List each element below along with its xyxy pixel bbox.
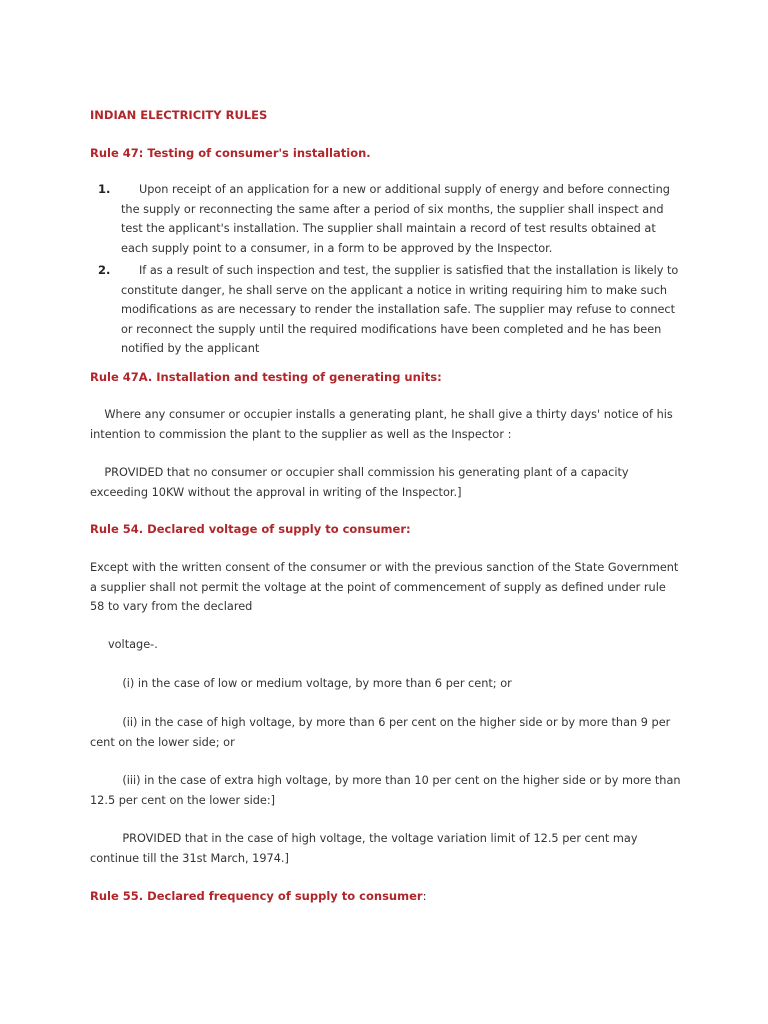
list-item-number: 1. (98, 182, 111, 196)
rule-55-heading-colon: : (422, 889, 427, 903)
rule-54-proviso: PROVIDED that in the case of high voltage, the voltage variation limit of 12.5 per cent may continue till the 31st March, 1974.] (90, 832, 638, 865)
rule-47-heading: Rule 47: Testing of consumer's installation. (90, 146, 371, 160)
rule-54-paragraph: Except with the written consent of the consumer or with the previous sanction of the State Government a supplier shall not permit the voltage at the point of commencement of supply as defined under rule 58 to vary from the declared (90, 561, 679, 614)
rule-54-clause-ii: (ii) in the case of high voltage, by more than 6 per cent on the higher side or by more than 9 per cent on the lower side; or (90, 716, 671, 749)
list-item: If as a result of such inspection and test, the supplier is satisfied that the installation is likely to constitute danger, he shall serve on the applicant a notice in writing requiring him to make such modifications as are necessary to render the installation safe. The supplier may refuse to connect or reconnect the supply until the required modifications have been completed and he has been notified by the applicant (121, 264, 679, 356)
rule-55-heading (90, 889, 426, 903)
rule-55-heading-text: Rule 55. Declared frequency of supply to consumer (90, 889, 423, 903)
rule-54-clause-i: (i) in the case of low or medium voltage, by more than 6 per cent; or (90, 677, 512, 690)
rule-54-voltage-line: voltage-. (90, 638, 158, 651)
rule-54-clause-iii: (iii) in the case of extra high voltage, by more than 10 per cent on the higher side or by more than 12.5 per cent on the lower side:] (90, 774, 681, 807)
list-item: Upon receipt of an application for a new or additional supply of energy and before connecting the supply or reconnecting the same after a period of six months, the supplier shall inspect and test the applicant's installation. The supplier shall maintain a record of test results obtained at each supply point to a consumer, in a form to be approved by the Inspector. (121, 183, 670, 255)
document-title: INDIAN ELECTRICITY RULES (90, 108, 268, 122)
rule-54-heading: Rule 54. Declared voltage of supply to consumer: (90, 522, 411, 536)
rule-47a-proviso: PROVIDED that no consumer or occupier shall commission his generating plant of a capacity exceeding 10KW without the approval in writing of the Inspector.] (90, 466, 629, 499)
list-item-number: 2. (98, 263, 111, 277)
rule-47a-paragraph: Where any consumer or occupier installs a generating plant, he shall give a thirty days' notice of his intention to commission the plant to the supplier as well as the Inspector : (90, 408, 673, 441)
rule-47a-heading: Rule 47A. Installation and testing of generating units: (90, 370, 442, 384)
